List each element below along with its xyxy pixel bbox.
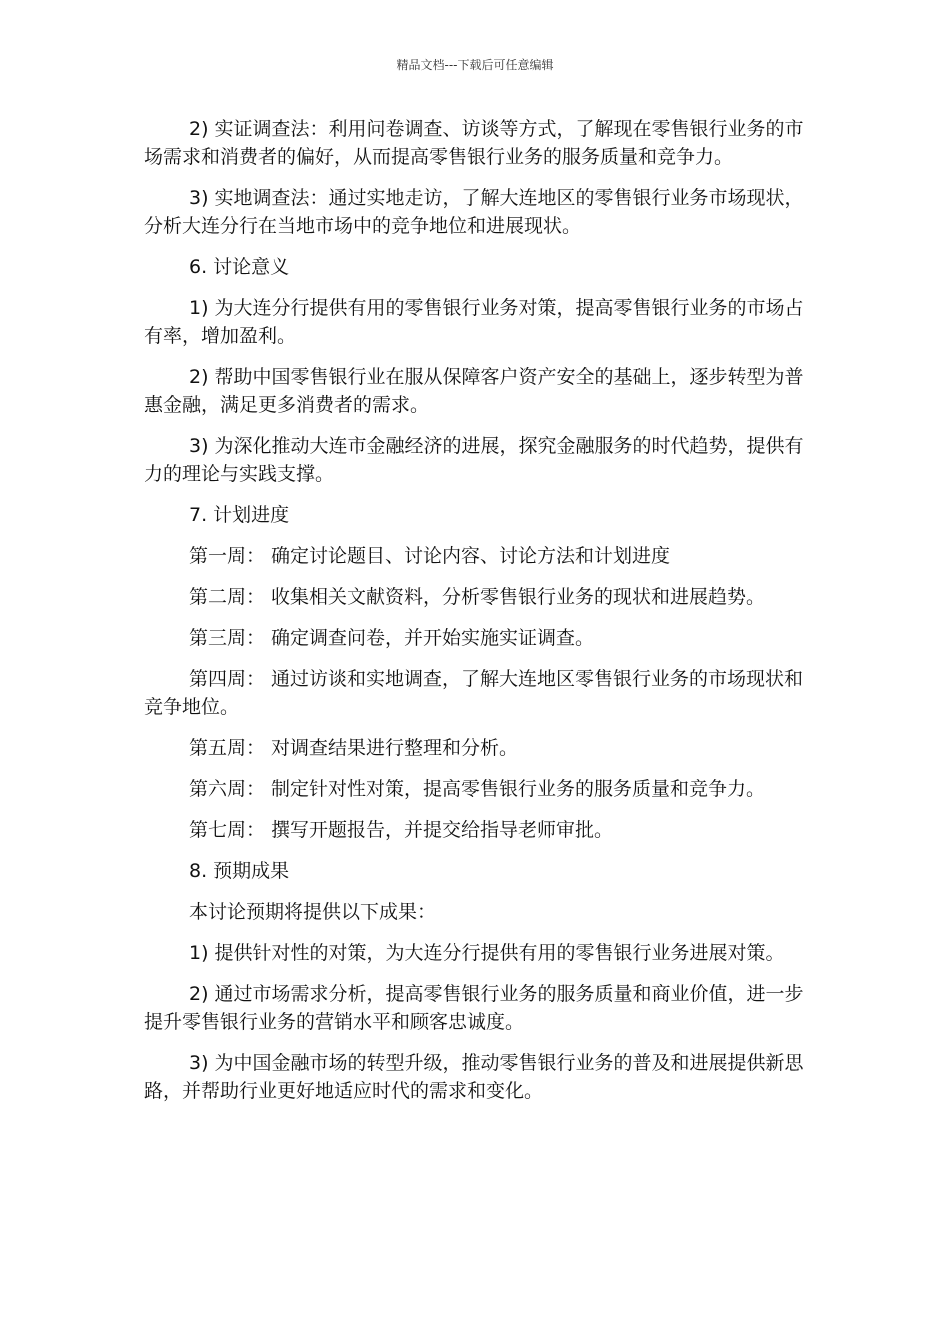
schedule-week-1: 第一周： 确定讨论题目、讨论内容、讨论方法和计划进度 [189,545,671,567]
section-heading-expected-results: 8. 预期成果 [189,860,290,882]
schedule-week-6: 第六周： 制定针对性对策，提高零售银行业务的服务质量和竞争力。 [189,778,766,800]
document-body [144,115,806,1118]
paragraph-significance-2: 2) 帮助中国零售银行业在服从保障客户资产安全的基础上，逐步转型为普惠金融，满足更多消费者的需求。 [144,366,804,416]
paragraph-survey-method: 2) 实证调查法：利用问卷调查、访谈等方式，了解现在零售银行业务的市场需求和消费者的偏好，从而提高零售银行业务的服务质量和竞争力。 [144,118,804,168]
paragraph-significance-1: 1) 为大连分行提供有用的零售银行业务对策，提高零售银行业务的市场占有率，增加盈利。 [144,297,804,347]
paragraph-field-method: 3) 实地调查法：通过实地走访，了解大连地区的零售银行业务市场现状，分析大连分行在当地市场中的竞争地位和进展现状。 [144,187,804,237]
page-header: 精品文档---下载后可任意编辑 [396,58,554,72]
paragraph-results-intro: 本讨论预期将提供以下成果： [189,901,437,923]
paragraph-result-2: 2) 通过市场需求分析，提高零售银行业务的服务质量和商业价值，进一步提升零售银行业务的营销水平和顾客忠诚度。 [144,983,804,1033]
section-heading-significance: 6. 讨论意义 [189,256,290,278]
paragraph-result-3: 3) 为中国金融市场的转型升级，推动零售银行业务的普及和进展提供新思路，并帮助行业更好地适应时代的需求和变化。 [144,1052,804,1102]
paragraph-significance-3: 3) 为深化推动大连市金融经济的进展，探究金融服务的时代趋势，提供有力的理论与实践支撑。 [144,435,804,485]
schedule-week-7: 第七周： 撰写开题报告，并提交给指导老师审批。 [189,819,614,841]
section-heading-schedule: 7. 计划进度 [189,504,290,526]
schedule-week-5: 第五周： 对调查结果进行整理和分析。 [189,737,519,759]
paragraph-result-1: 1) 提供针对性的对策，为大连分行提供有用的零售银行业务进展对策。 [189,942,785,964]
schedule-week-2: 第二周： 收集相关文献资料，分析零售银行业务的现状和进展趋势。 [189,586,766,608]
schedule-week-3: 第三周： 确定调查问卷，并开始实施实证调查。 [189,627,595,649]
schedule-week-4: 第四周： 通过访谈和实地调查，了解大连地区零售银行业务的市场现状和竞争地位。 [144,668,804,718]
